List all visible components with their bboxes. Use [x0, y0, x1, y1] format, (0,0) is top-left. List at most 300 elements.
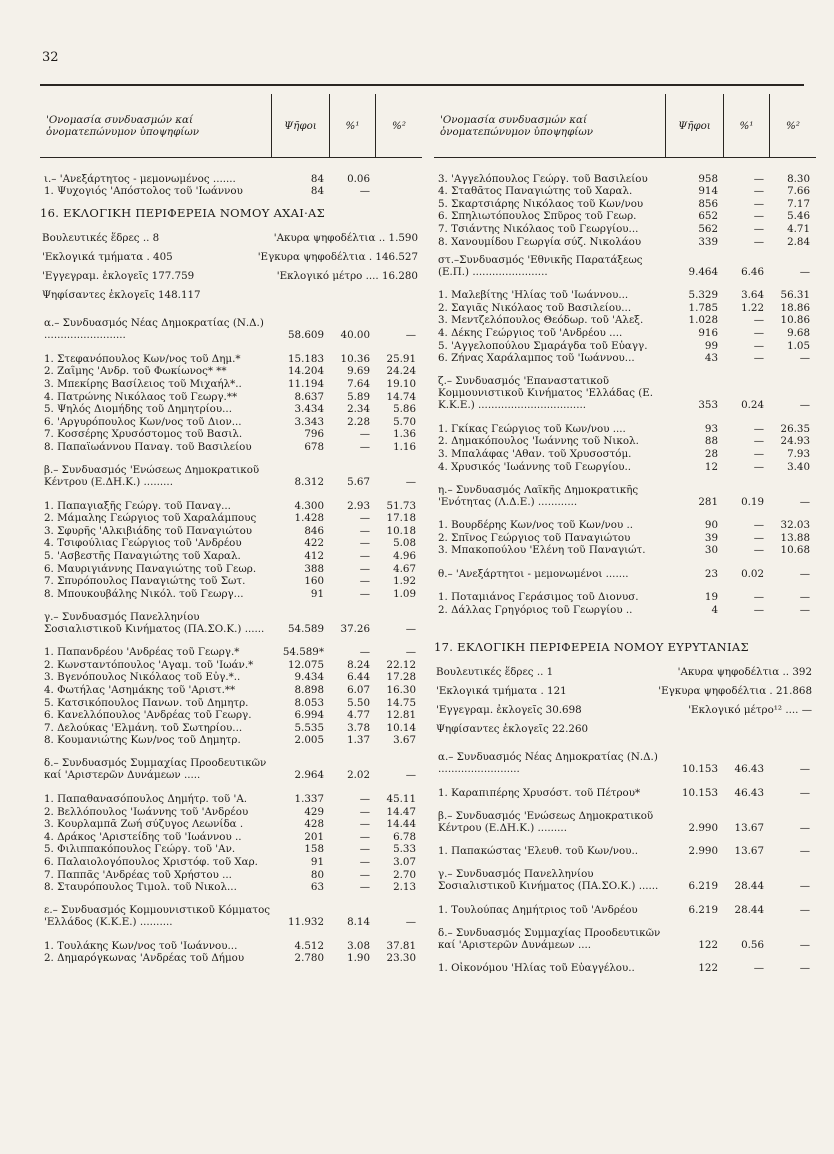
cell-pct2: — — [799, 903, 810, 916]
party-row — [40, 464, 422, 488]
table-header — [434, 94, 816, 158]
table-row — [434, 185, 816, 198]
cell-pct2: — — [799, 763, 810, 776]
cell-votes: 1.028 — [688, 314, 718, 327]
stat-right: 'Ακυρα ψηφοδέλτια .. 1.590 — [273, 232, 418, 245]
table-row — [434, 591, 816, 604]
stat-left: 'Εγγεγραμ. ἐκλογεῖς 30.698 — [436, 704, 582, 717]
table-row — [40, 818, 422, 831]
header-pct2: %² — [392, 119, 406, 132]
cell-pct1: — — [359, 793, 370, 806]
table-row — [40, 683, 422, 696]
cell-pct1: 6.07 — [347, 684, 370, 697]
cell-votes: 10.153 — [681, 763, 718, 776]
cell-pct1: 7.64 — [347, 377, 370, 390]
cell-pct2: 14.75 — [386, 696, 416, 709]
table-row — [434, 326, 816, 339]
cell-pct2: 3.67 — [393, 734, 416, 747]
cell-pct1: 0.56 — [741, 938, 764, 951]
table-row — [434, 352, 816, 365]
cell-votes: 11.194 — [287, 377, 324, 390]
cell-pct1: 0.24 — [741, 399, 764, 412]
cell-votes: 88 — [704, 435, 718, 448]
header-votes: Ψῆφοι — [666, 94, 724, 157]
cell-votes: 4 — [711, 604, 718, 617]
cell-name: 1. Γκίκας Γεώργιος τοῦ Κων/νου .... — [438, 422, 626, 435]
cell-pct1: 8.14 — [347, 916, 370, 929]
cell-name: 3. Μπεκίρης Βασίλειος τοῦ Μιχαήλ*.. — [44, 377, 242, 390]
section-16-stats — [40, 232, 422, 301]
cell-pct2: 24.24 — [386, 365, 416, 378]
cell-votes: 339 — [698, 235, 718, 248]
cell-pct2: 26.35 — [780, 422, 810, 435]
cell-pct2: 14.44 — [386, 818, 416, 831]
cell-votes: 6.994 — [294, 709, 324, 722]
cell-pct2: 14.47 — [386, 805, 416, 818]
cell-pct1: — — [359, 440, 370, 453]
party-row — [434, 868, 816, 892]
cell-votes: 8.898 — [294, 684, 324, 697]
cell-pct1: 9.69 — [347, 365, 370, 378]
stat-right: 'Εγκυρα ψηφοδέλτια . 21.868 — [658, 685, 812, 698]
cell-pct1: 13.67 — [734, 821, 764, 834]
cell-pct1: 13.67 — [734, 845, 764, 858]
header-pct2: %² — [786, 119, 800, 132]
cell-name: 2. Βελλόπουλος 'Ιωάννης τοῦ 'Ανδρέου — [44, 805, 249, 818]
cell-pct1: 2.28 — [347, 415, 370, 428]
cell-votes: 412 — [304, 549, 324, 562]
table-row — [40, 415, 422, 428]
cell-name: 5. Ψηλός Διομήδης τοῦ Δημητρίου... — [44, 403, 232, 416]
cell-pct1: — — [359, 549, 370, 562]
cell-pct2: 32.03 — [780, 519, 810, 532]
cell-name: 1. Τουλούπας Δημήτριος τοῦ 'Ανδρέου — [438, 903, 638, 916]
cell-name: α.– Συνδυασμός Νέας Δημοκρατίας (Ν.Δ.) ......................... — [438, 751, 658, 776]
cell-name: 1. Παπαγιαξῆς Γεώργ. τοῦ Παναγ... — [44, 499, 231, 512]
cell-name: 3. Κουρλαμπᾶ Ζωή σύζυγος Λεωνίδα . — [44, 818, 244, 831]
cell-name: 5. 'Αγγελοπούλου Σμαράγδα τοῦ Εὐαγγ. — [438, 339, 648, 352]
cell-pct1: — — [753, 172, 764, 185]
stat-right: 'Εγκυρα ψηφοδέλτια . 146.527 — [257, 251, 418, 264]
cell-votes: 122 — [698, 962, 718, 975]
cell-votes: 1.785 — [688, 301, 718, 314]
stat-line — [434, 685, 816, 697]
cell-name: 1. Παπανδρέου 'Ανδρέας τοῦ Γεωργ.* — [44, 646, 240, 659]
cell-votes: 678 — [304, 440, 324, 453]
table-row — [40, 549, 422, 562]
header-name: 'Ονομασία συνδυασμών καί ὀνοματεπώνυμον ὑποψηφίων — [40, 94, 272, 157]
right-groups-a — [434, 254, 816, 628]
cell-name: β.– Συνδυασμός 'Ενώσεως Δημοκρατικοῦ Κέντρου (Ε.ΔΗ.Κ.) ......... — [438, 809, 654, 834]
cell-votes: 91 — [310, 587, 324, 600]
cell-name: 1. Τουλάκης Κων/νος τοῦ 'Ιωάννου... — [44, 939, 238, 952]
cell-pct1: 3.64 — [741, 289, 764, 302]
right-pre-rows — [434, 172, 816, 248]
cell-pct2: — — [799, 591, 810, 604]
cell-votes: 91 — [310, 856, 324, 868]
table-row — [40, 403, 422, 416]
cell-pct2: 1.36 — [393, 428, 416, 441]
cell-name: 5. Φιλιππακόπουλος Γεώργ. τοῦ 'Αν. — [44, 843, 236, 856]
party-row — [434, 375, 816, 411]
table-row — [40, 696, 422, 709]
cell-pct2: — — [799, 938, 810, 951]
cell-name: 4. Πατρώνης Νικόλαος τοῦ Γεωργ.** — [44, 390, 238, 403]
cell-name: δ.– Συνδυασμός Συμμαχίας Προοδευτικῶν καί 'Αριστερῶν Δυνάμεων ..... — [44, 757, 267, 782]
cell-votes: 11.932 — [287, 916, 324, 929]
cell-pct1: 40.00 — [340, 329, 370, 342]
cell-pct1: — — [753, 604, 764, 617]
cell-name: 2. Δημαρόγκωνας 'Ανδρέας τοῦ Δήμου — [44, 952, 245, 965]
stat-right: 'Ακυρα ψηφοδέλτια .. 392 — [677, 666, 812, 679]
cell-name: 8. Κουμανιώτης Κων/νος τοῦ Δημητρ. — [44, 734, 241, 747]
cell-name: 7. Δελούκας 'Ελμάνη. τοῦ Σωτηρίου... — [44, 721, 243, 734]
stat-line — [40, 270, 422, 282]
cell-pct2: — — [405, 475, 416, 488]
table-row — [40, 671, 422, 684]
cell-name: 1. Παπακώστας 'Ελευθ. τοῦ Κων/νου.. — [438, 845, 639, 858]
cell-votes: 3.343 — [294, 415, 324, 428]
table-row — [40, 734, 422, 747]
table-row — [434, 172, 816, 185]
cell-pct1: 5.89 — [347, 390, 370, 403]
header-pct1: %¹ — [330, 94, 376, 157]
cell-pct2: — — [799, 821, 810, 834]
party-row — [40, 904, 422, 928]
cell-pct1: — — [753, 235, 764, 248]
left-groups — [40, 317, 422, 975]
table-header — [40, 94, 422, 158]
stat-right: 'Εκλογικό μέτρο .... 16.280 — [276, 270, 418, 283]
table-row — [40, 939, 422, 952]
cell-name: 3. Μπακοπούλου 'Ελένη τοῦ Παναγιώτ. — [438, 544, 646, 557]
table-row — [434, 603, 816, 616]
cell-pct1: — — [753, 326, 764, 339]
cell-pct1: 6.46 — [741, 265, 764, 278]
party-row — [434, 927, 816, 951]
table-row — [40, 868, 422, 881]
cell-pct2: 22.12 — [386, 658, 416, 671]
cell-pct1: — — [359, 843, 370, 856]
stat-left: Βουλευτικές ἕδρες .. 1 — [436, 666, 554, 679]
table-row — [40, 428, 422, 441]
cell-pct2: — — [799, 845, 810, 858]
cell-name: β.– Συνδυασμός 'Ενώσεως Δημοκρατικοῦ Κέντρου (Ε.ΔΗ.Κ.) ......... — [44, 463, 260, 488]
left-column — [40, 94, 422, 975]
cell-votes: 652 — [698, 210, 718, 223]
table-row — [40, 537, 422, 550]
cell-name: 6. Σπηλιωτόπουλος Σπῦρος τοῦ Γεωρ. — [438, 210, 637, 223]
cell-pct1: 46.43 — [734, 763, 764, 776]
cell-pct1: 2.34 — [347, 403, 370, 416]
cell-pct1: — — [359, 512, 370, 525]
cell-name: 4. Δέκης Γεώργιος τοῦ 'Ανδρέου .... — [438, 326, 623, 339]
cell-votes: 30 — [704, 544, 718, 557]
cell-name: 1. Ποταμιάνος Γεράσιμος τοῦ Διονυσ. — [438, 591, 639, 604]
table-row — [40, 646, 422, 659]
table-row — [40, 512, 422, 525]
party-row — [434, 254, 816, 278]
cell-name: γ.– Συνδυασμός Πανελληνίου Σοσιαλιστικοῦ Κινήματος (ΠΑ.ΣΟ.Κ.) ...... — [44, 610, 265, 635]
stat-line — [40, 232, 422, 244]
table-row — [434, 460, 816, 473]
cell-pct2: 5.46 — [787, 210, 810, 223]
cell-pct2: 5.86 — [393, 403, 416, 416]
cell-name: 2. Μάμαλης Γεώργιος τοῦ Χαραλάμπους — [44, 512, 257, 525]
table-row — [434, 235, 816, 248]
cell-votes: 158 — [304, 843, 324, 856]
cell-pct1: 0.02 — [741, 567, 764, 580]
cell-name: 6. 'Αργυρόπουλος Κων/νος τοῦ Διον... — [44, 415, 242, 428]
cell-votes: 43 — [704, 352, 718, 365]
cell-votes: 2.780 — [294, 952, 324, 965]
cell-votes: 2.964 — [294, 769, 324, 782]
cell-pct2: 1.16 — [393, 440, 416, 453]
cell-name: δ.– Συνδυασμός Συμμαχίας Προοδευτικῶν καί 'Αριστερῶν Δυνάμεων .... — [438, 926, 661, 951]
cell-votes: 80 — [310, 868, 324, 881]
cell-pct1: — — [359, 818, 370, 831]
party-row — [40, 757, 422, 781]
cell-name: 1. Οἰκονόμου 'Ηλίας τοῦ Εὐαγγέλου.. — [438, 962, 635, 975]
cell-pct1: — — [359, 428, 370, 441]
cell-name: 3. Μεντζελόπουλος Θεόδωρ. τοῦ 'Αλεξ. — [438, 314, 644, 327]
cell-pct2: 17.28 — [386, 671, 416, 684]
cell-name: ζ.– Συνδυασμός 'Επαναστατικοῦ Κομμουνιστικοῦ Κινήματος 'Ελλάδας (Ε. Κ.Κ.Ε.) ................................. — [438, 375, 654, 412]
table-row — [40, 575, 422, 588]
cell-name: 5. Σκαρτσιάρης Νικόλαος τοῦ Κων/νου — [438, 197, 644, 210]
cell-votes: 84 — [310, 185, 324, 198]
cell-name: 2. Κωνσταντόπουλος 'Αγαμ. τοῦ 'Ιωάν.* — [44, 658, 254, 671]
cell-pct2: 17.18 — [386, 512, 416, 525]
cell-votes: 8.312 — [294, 475, 324, 488]
section-17-stats — [434, 666, 816, 735]
cell-pct2: — — [405, 916, 416, 929]
cell-pct1: — — [753, 591, 764, 604]
table-row — [40, 843, 422, 856]
table-row — [434, 435, 816, 448]
cell-pct1: 1.90 — [347, 952, 370, 965]
cell-votes: 796 — [304, 428, 324, 441]
cell-pct1: — — [359, 537, 370, 550]
cell-votes: 4.512 — [294, 939, 324, 952]
cell-votes: 63 — [310, 881, 324, 894]
table-row — [434, 845, 816, 858]
table-row — [434, 289, 816, 302]
table-row — [40, 562, 422, 575]
cell-votes: 28 — [704, 447, 718, 460]
stat-left: 'Εκλογικά τμήματα . 121 — [436, 685, 567, 698]
cell-pct2: 9.68 — [787, 326, 810, 339]
cell-pct2: 7.93 — [787, 447, 810, 460]
cell-name: 3. Σφυρῆς 'Αλκιβιάδης τοῦ Παναγιώτου — [44, 524, 253, 537]
cell-name: 8. Μπουκουβάλης Νικόλ. τοῦ Γεωργ... — [44, 587, 244, 600]
cell-name: 6. Κανελλόπουλος 'Ανδρέας τοῦ Γεωργ. — [44, 709, 252, 722]
party-row — [40, 317, 422, 341]
cell-votes: 12 — [704, 460, 718, 473]
cell-pct1: — — [753, 519, 764, 532]
table-row — [434, 531, 816, 544]
cell-votes: 5.535 — [294, 721, 324, 734]
cell-name: ι.– 'Ανεξάρτητος - μεμονωμένος ....... — [44, 172, 236, 185]
table-row — [40, 952, 422, 965]
cell-pct1: 0.19 — [741, 495, 764, 508]
cell-votes: 562 — [698, 222, 718, 235]
cell-votes: 958 — [698, 172, 718, 185]
stat-line — [40, 251, 422, 263]
table-row — [434, 197, 816, 210]
cell-pct1: 2.02 — [347, 769, 370, 782]
cell-pct1: 2.93 — [347, 499, 370, 512]
cell-votes: 353 — [698, 399, 718, 412]
cell-votes: 281 — [698, 495, 718, 508]
cell-pct2: 24.93 — [780, 435, 810, 448]
party-row — [40, 611, 422, 635]
right-groups-b — [434, 751, 816, 985]
top-rule — [40, 84, 804, 86]
cell-pct2: 2.84 — [787, 235, 810, 248]
stat-line — [40, 289, 422, 301]
cell-name: 4. Φωτήλας 'Ασημάκης τοῦ 'Αριστ.** — [44, 684, 236, 697]
cell-votes: 2.005 — [294, 734, 324, 747]
cell-pct1: — — [359, 524, 370, 537]
cell-pct1: 3.78 — [347, 721, 370, 734]
cell-pct1: 6.44 — [347, 671, 370, 684]
cell-votes: 12.075 — [287, 658, 324, 671]
cell-pct2: 2.13 — [393, 881, 416, 894]
cell-pct2: 3.40 — [787, 460, 810, 473]
party-row — [434, 751, 816, 775]
right-column — [434, 94, 816, 985]
cell-votes: 856 — [698, 197, 718, 210]
cell-pct1: — — [359, 830, 370, 843]
cell-pct1: 37.26 — [340, 622, 370, 635]
cell-pct1: 5.67 — [347, 475, 370, 488]
cell-votes: 4.300 — [294, 499, 324, 512]
cell-pct2: 37.81 — [386, 939, 416, 952]
cell-pct2: — — [799, 962, 810, 975]
cell-pct2: 18.86 — [780, 301, 810, 314]
cell-pct1: — — [753, 339, 764, 352]
cell-votes: 23 — [704, 567, 718, 580]
table-row — [434, 222, 816, 235]
cell-pct1: 0.06 — [347, 172, 370, 185]
cell-pct1: — — [753, 185, 764, 198]
cell-pct1: 5.50 — [347, 696, 370, 709]
header-name: 'Ονομασία συνδυασμών καί ὀνοματεπώνυμον ὑποψηφίων — [434, 94, 666, 157]
cell-votes: 1.337 — [294, 793, 324, 806]
cell-pct2: 6.78 — [393, 830, 416, 843]
cell-pct2: 1.09 — [393, 587, 416, 600]
cell-votes: 2.990 — [688, 845, 718, 858]
cell-name: 4. Χρυσικός 'Ιωάννης τοῦ Γεωργίου.. — [438, 460, 632, 473]
cell-name: 8. Σταυρόπουλος Τιμολ. τοῦ Νικολ... — [44, 881, 237, 894]
cell-votes: 9.434 — [294, 671, 324, 684]
cell-pct1: — — [753, 962, 764, 975]
table-row — [40, 658, 422, 671]
cell-pct1: 28.44 — [734, 903, 764, 916]
cell-pct2: — — [405, 622, 416, 635]
header-pct1: %¹ — [724, 94, 770, 157]
table-row — [40, 830, 422, 843]
cell-votes: 916 — [698, 326, 718, 339]
cell-pct2: 25.91 — [386, 352, 416, 365]
cell-pct1: — — [753, 222, 764, 235]
cell-votes: 846 — [304, 524, 324, 537]
stat-line — [434, 723, 816, 735]
table-row — [40, 390, 422, 403]
section-title-17: 17. ΕΚΛΟΓΙΚΗ ΠΕΡΙΦΕΡΕΙΑ ΝΟΜΟΥ ΕΥΡΥΤΑΝΙΑΣ — [434, 640, 749, 655]
cell-pct1: — — [359, 185, 370, 198]
cell-pct2: 3.07 — [393, 856, 416, 868]
left-pre-rows — [40, 172, 422, 197]
cell-pct2: 13.88 — [780, 531, 810, 544]
cell-name: 2. Δάλλας Γρηγόριος τοῦ Γεωργίου .. — [438, 604, 633, 617]
cell-pct2: — — [799, 399, 810, 412]
cell-name: 2. Δημακόπουλος 'Ιωάννης τοῦ Νικολ. — [438, 435, 639, 448]
cell-pct1: 46.43 — [734, 786, 764, 799]
cell-pct2: — — [799, 786, 810, 799]
cell-name: 5. 'Ασβεστῆς Παναγιώτης τοῦ Χαραλ. — [44, 549, 241, 562]
stat-right: 'Εκλογικό μέτρο¹² .... — — [688, 704, 812, 717]
header-votes: Ψῆφοι — [272, 94, 330, 157]
table-row — [434, 447, 816, 460]
cell-pct2: — — [405, 769, 416, 782]
cell-votes: 9.464 — [688, 265, 718, 278]
cell-pct2: 4.96 — [393, 549, 416, 562]
cell-votes: 93 — [704, 422, 718, 435]
cell-pct1: 1.22 — [741, 301, 764, 314]
table-row — [434, 422, 816, 435]
party-row — [434, 810, 816, 834]
cell-pct1: 3.08 — [347, 939, 370, 952]
cell-name: 4. Σταθᾶτος Παναγιώτης τοῦ Χαραλ. — [438, 185, 633, 198]
page-number: 32 — [42, 50, 59, 65]
cell-pct2: 7.66 — [787, 185, 810, 198]
cell-pct1: 28.44 — [734, 880, 764, 893]
cell-name: 8. Χανουμίδου Γεωργία σύζ. Νικολάου — [438, 235, 642, 248]
cell-votes: 84 — [310, 172, 324, 185]
cell-pct2: — — [799, 567, 810, 580]
cell-pct1: — — [359, 856, 370, 868]
table-row — [434, 314, 816, 327]
cell-votes: 8.637 — [294, 390, 324, 403]
cell-pct2: 12.81 — [386, 709, 416, 722]
cell-pct1: — — [359, 805, 370, 818]
cell-pct1: — — [753, 314, 764, 327]
table-row — [434, 786, 816, 799]
cell-name: 1. Καραπιπέρης Χρυσόστ. τοῦ Πέτρου* — [438, 786, 641, 799]
cell-pct1: 8.24 — [347, 658, 370, 671]
stat-left: Ψηφίσαντες ἐκλογεῖς 22.260 — [436, 723, 589, 736]
cell-votes: 201 — [304, 830, 324, 843]
cell-pct2: — — [799, 265, 810, 278]
cell-pct1: — — [753, 447, 764, 460]
table-row — [434, 519, 816, 532]
table-row — [40, 172, 422, 185]
cell-name: 3. 'Αγγελόπουλος Γεώργ. τοῦ Βασιλείου — [438, 172, 648, 185]
table-row — [40, 587, 422, 600]
table-row — [434, 544, 816, 557]
cell-pct2: 23.30 — [386, 952, 416, 965]
stat-left: Βουλευτικές ἕδρες .. 8 — [42, 232, 160, 245]
cell-votes: 54.589* — [282, 646, 324, 659]
cell-pct1: — — [753, 422, 764, 435]
cell-pct2: 2.70 — [393, 868, 416, 881]
cell-pct1: — — [359, 562, 370, 575]
cell-votes: 15.183 — [287, 352, 324, 365]
party-row — [434, 484, 816, 508]
cell-pct1: — — [753, 352, 764, 365]
